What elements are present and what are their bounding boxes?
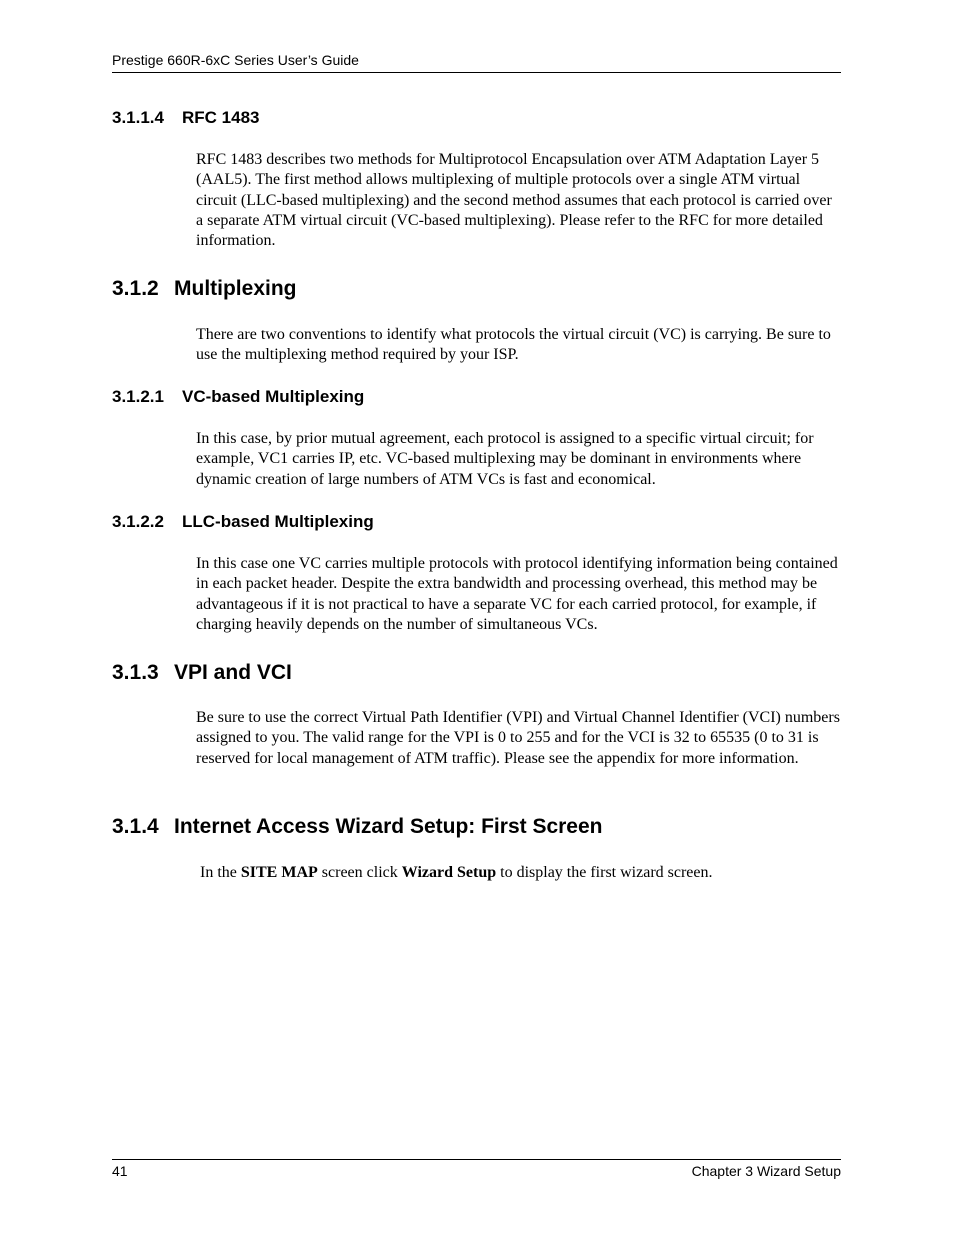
- paragraph-llc-based: In this case one VC carries multiple protocols with protocol identifying information being contained in each packet header. Despite the extra bandwidth and processing overhead, this method may be advantageous if it is not practical to have a separate VC for each carried protocol, for example, if charging heavily depends on the number of simultaneous VCs.: [196, 555, 838, 633]
- wizard-text-suffix: to display the first wizard screen.: [500, 864, 713, 881]
- chapter-title: Chapter 3 Wizard Setup: [691, 1163, 841, 1179]
- wizard-text-prefix: In the: [200, 864, 237, 881]
- section-title: LLC-based Multiplexing: [182, 512, 374, 531]
- site-map-reference: SITE MAP: [240, 864, 318, 881]
- page-number: 41: [112, 1163, 128, 1179]
- paragraph-vpi-vci: Be sure to use the correct Virtual Path Identifier (VPI) and Virtual Channel Identifier (VCI) numbers assigned to you. The valid range for the VPI is 0 to 255 and for the VCI is 32 to 65535 (0 to 31 is reserved for local management of ATM traffic). Please see the appendix for more information.: [196, 709, 840, 767]
- page-header: [112, 52, 841, 73]
- section-number: 3.1.4: [112, 815, 159, 838]
- header-title: Prestige 660R-6xC Series User’s Guide: [112, 52, 359, 68]
- section-heading-vpi-vci: [112, 661, 292, 685]
- section-number: 3.1.2: [112, 277, 159, 300]
- page-footer: [112, 1159, 841, 1179]
- paragraph-wizard: [200, 863, 845, 883]
- section-heading-llc-based: [112, 512, 374, 532]
- wizard-setup-reference: Wizard Setup: [401, 864, 497, 881]
- section-heading-vc-based: [112, 387, 364, 407]
- section-title: RFC 1483: [182, 108, 260, 127]
- section-number: 3.1.3: [112, 661, 159, 684]
- section-title: VC-based Multiplexing: [182, 387, 365, 406]
- paragraph-rfc1483: RFC 1483 describes two methods for Multiprotocol Encapsulation over ATM Adaptation Layer 5 (AAL5). The first method allows multiplexing of multiple protocols over a single ATM virtual circuit (LLC-based multiplexing) and the second method assumes that each protocol is carried over a separate ATM virtual circuit (VC-based multiplexing). Please refer to the RFC for more detailed information.: [196, 151, 832, 250]
- section-heading-rfc1483: [112, 108, 259, 128]
- section-title: Multiplexing: [174, 277, 297, 300]
- section-number: 3.1.2.2: [112, 512, 164, 531]
- section-number: 3.1.1.4: [112, 108, 164, 127]
- section-heading-multiplexing: [112, 277, 297, 301]
- paragraph-vc-based: In this case, by prior mutual agreement, each protocol is assigned to a specific virtual circuit; for example, VC1 carries IP, etc. VC-based multiplexing may be dominant in environments where dynamic creation of large numbers of ATM VCs is fast and economical.: [196, 430, 814, 488]
- section-title: VPI and VCI: [174, 661, 292, 684]
- paragraph-multiplexing: There are two conventions to identify what protocols the virtual circuit (VC) is carrying. Be sure to use the multiplexing method required by your ISP.: [196, 326, 831, 364]
- section-heading-wizard: [112, 815, 603, 839]
- section-number: 3.1.2.1: [112, 387, 164, 406]
- wizard-text-middle: screen click: [321, 864, 398, 881]
- section-title: Internet Access Wizard Setup: First Screen: [174, 815, 603, 838]
